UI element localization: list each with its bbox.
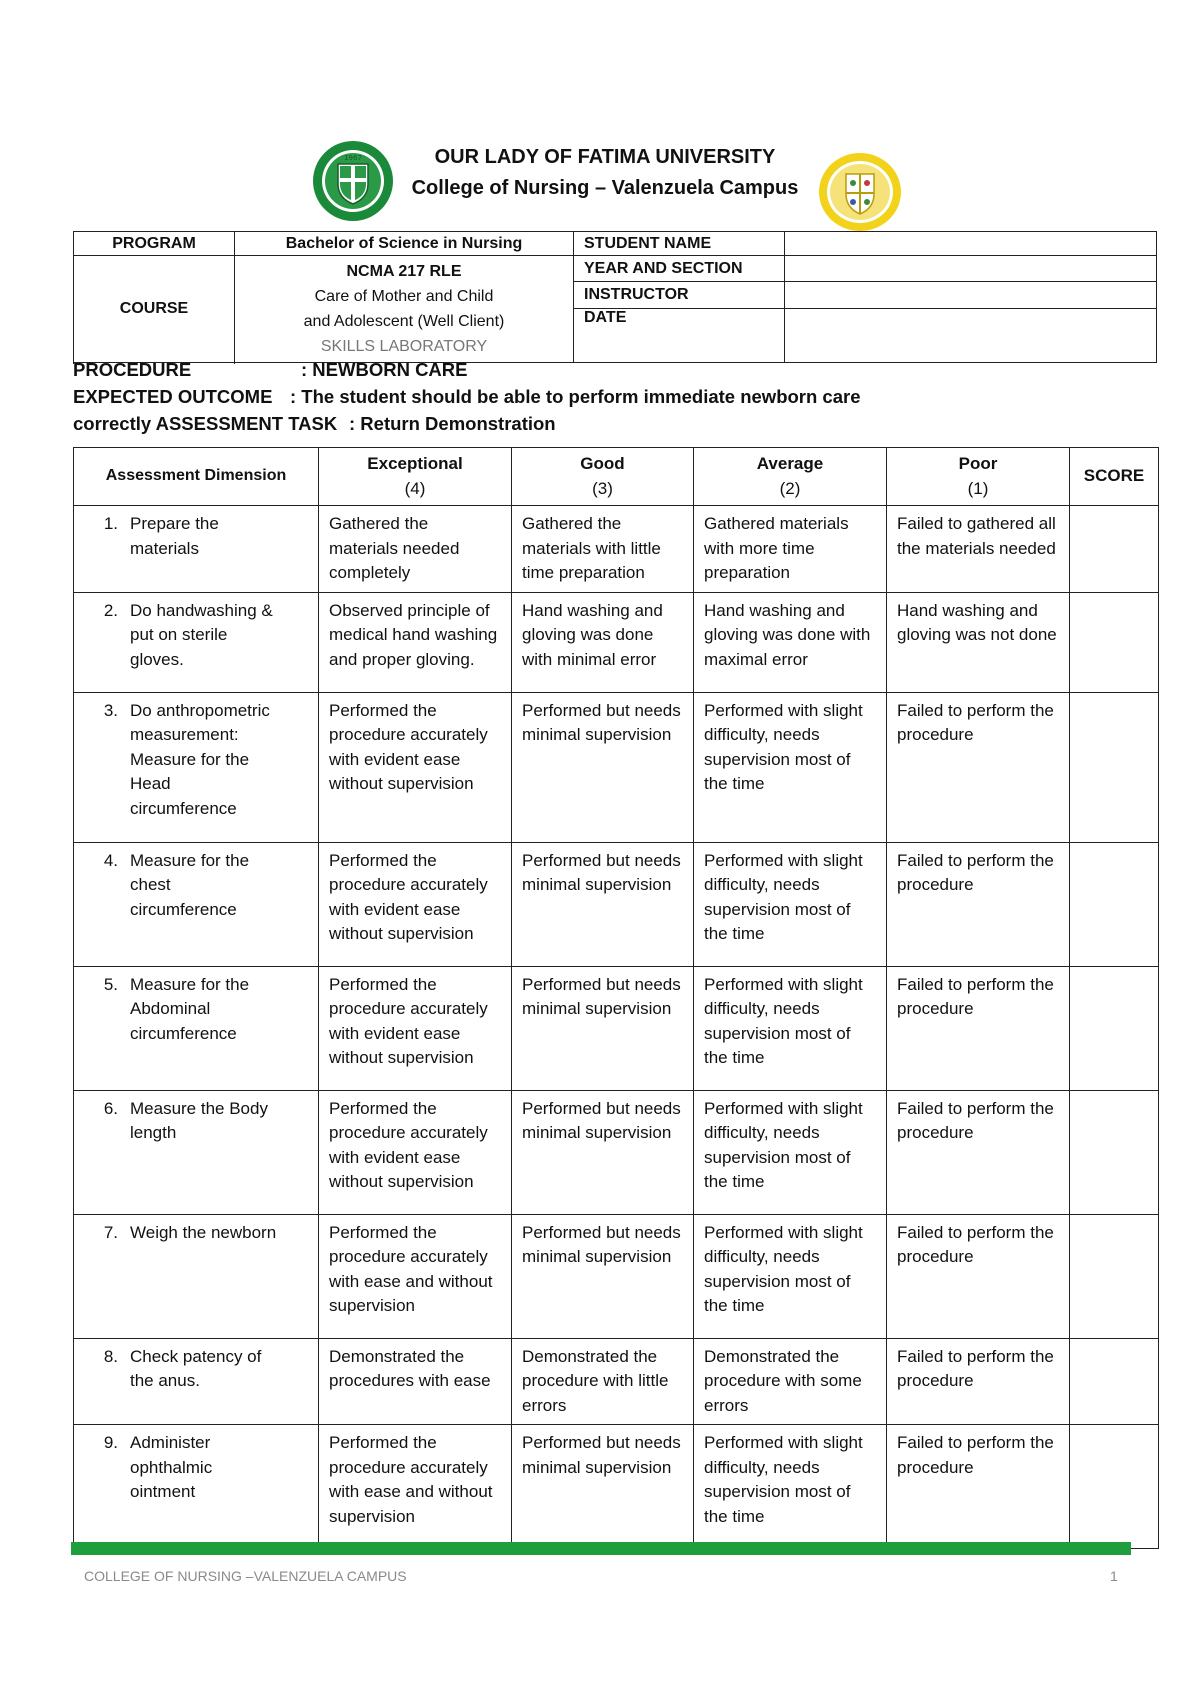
exceptional-cell: Performed the procedure accurately with evident ease without supervision: [319, 842, 512, 966]
poor-cell: Failed to perform the procedure: [887, 966, 1070, 1090]
rubric-row: [74, 1338, 1159, 1425]
course-name-line-2: and Adolescent (Well Client): [303, 313, 505, 330]
header-good: Good (3): [512, 448, 694, 506]
good-cell: Performed but needs minimal supervision: [512, 1214, 694, 1338]
program-label: PROGRAM: [74, 232, 235, 256]
exceptional-cell: Gathered the materials needed completely: [319, 506, 512, 593]
dimension-text: Measure for the Abdominal circumference: [130, 974, 250, 1043]
dimension-text: Weigh the newborn: [130, 1222, 277, 1242]
year-section-label: YEAR AND SECTION: [574, 256, 785, 282]
assessment-task-value: : Return Demonstration: [349, 413, 556, 434]
poor-cell: Failed to gathered all the materials needed: [887, 506, 1070, 593]
expected-outcome-value: : The student should be able to perform immediate newborn care: [290, 386, 861, 407]
footer-text: COLLEGE OF NURSING –VALENZUELA CAMPUS: [84, 1568, 407, 1584]
university-name: OUR LADY OF FATIMA UNIVERSITY: [434, 146, 776, 168]
dimension-text: Measure for the chest circumference: [130, 850, 250, 919]
score-cell[interactable]: [1070, 1214, 1159, 1338]
dimension-text: Prepare the materials: [130, 514, 219, 558]
procedure-value: : NEWBORN CARE: [301, 359, 468, 380]
exceptional-cell: Performed the procedure accurately with evident ease without supervision: [319, 692, 512, 842]
dimension-text: Do anthropometric measurement: Measure for the Head circumference: [130, 700, 270, 818]
assessment-dimension-cell: [74, 592, 319, 692]
date-label: DATE: [574, 308, 785, 362]
exceptional-cell: Demonstrated the procedures with ease: [319, 1338, 512, 1425]
exceptional-cell: Observed principle of medical hand washing and proper gloving.: [319, 592, 512, 692]
dimension-text: Do handwashing & put on sterile gloves.: [130, 600, 273, 669]
rubric-table: [73, 447, 1159, 1549]
assessment-dimension-cell: [74, 842, 319, 966]
average-cell: Hand washing and gloving was done with maximal error: [694, 592, 887, 692]
rubric-header-row: [74, 448, 1159, 506]
course-info-table: [73, 231, 1157, 363]
dimension-number: 3.: [103, 700, 118, 720]
assessment-dimension-cell: [74, 1090, 319, 1214]
score-cell[interactable]: [1070, 966, 1159, 1090]
course-type: SKILLS LABORATORY: [320, 338, 488, 355]
header-average: Average (2): [694, 448, 887, 506]
average-cell: Performed with slight difficulty, needs supervision most of the time: [694, 1425, 887, 1549]
average-cell: Demonstrated the procedure with some errors: [694, 1338, 887, 1425]
header-poor: Poor (1): [887, 448, 1070, 506]
good-cell: Performed but needs minimal supervision: [512, 1425, 694, 1549]
exceptional-cell: Performed the procedure accurately with evident ease without supervision: [319, 1090, 512, 1214]
good-cell: Performed but needs minimal supervision: [512, 692, 694, 842]
date-field[interactable]: [785, 308, 1157, 362]
dimension-number: 6.: [103, 1098, 118, 1118]
good-cell: Performed but needs minimal supervision: [512, 1090, 694, 1214]
score-cell[interactable]: [1070, 842, 1159, 966]
footer-green-bar: [71, 1542, 1131, 1555]
rubric-row: [74, 966, 1159, 1090]
assessment-dimension-cell: [74, 1425, 319, 1549]
score-cell[interactable]: [1070, 1090, 1159, 1214]
dimension-number: 7.: [103, 1222, 118, 1242]
course-details: [235, 256, 574, 363]
dimension-number: 2.: [103, 600, 118, 620]
course-label: COURSE: [74, 256, 235, 363]
dimension-number: 5.: [103, 974, 118, 994]
expected-outcome-line: [73, 383, 1163, 410]
poor-cell: Hand washing and gloving was not done: [887, 592, 1070, 692]
expected-outcome-label: EXPECTED OUTCOME: [73, 386, 273, 407]
dimension-text: Administer ophthalmic ointment: [130, 1433, 213, 1501]
procedure-line: [73, 356, 1163, 383]
rubric-row: [74, 1425, 1159, 1549]
rubric-row: [74, 1214, 1159, 1338]
assessment-dimension-cell: [74, 692, 319, 842]
assessment-dimension-cell: [74, 1338, 319, 1425]
year-section-field[interactable]: [785, 256, 1157, 282]
rubric-row: [74, 506, 1159, 593]
poor-cell: Failed to perform the procedure: [887, 1425, 1070, 1549]
dimension-number: 1.: [103, 514, 118, 533]
assessment-task-line: [73, 410, 1163, 437]
good-cell: Performed but needs minimal supervision: [512, 966, 694, 1090]
assessment-task-label: correctly ASSESSMENT TASK: [73, 413, 338, 434]
college-name: College of Nursing – Valenzuela Campus: [411, 177, 799, 199]
student-name-label: STUDENT NAME: [574, 232, 785, 256]
rubric-row: [74, 842, 1159, 966]
poor-cell: Failed to perform the procedure: [887, 1090, 1070, 1214]
course-code: NCMA 217 RLE: [346, 263, 462, 280]
instructor-field[interactable]: [785, 282, 1157, 308]
university-seal-green-icon: [312, 140, 394, 222]
exceptional-cell: Performed the procedure accurately with ease and without supervision: [319, 1214, 512, 1338]
average-cell: Performed with slight difficulty, needs supervision most of the time: [694, 966, 887, 1090]
college-seal-yellow-icon: [818, 152, 902, 232]
assessment-dimension-cell: [74, 1214, 319, 1338]
document-header: [0, 140, 1200, 240]
dimension-number: 8.: [103, 1346, 118, 1366]
program-value: Bachelor of Science in Nursing: [235, 232, 574, 256]
rubric-row: [74, 592, 1159, 692]
header-assessment-dimension: Assessment Dimension: [74, 448, 319, 506]
score-cell[interactable]: [1070, 592, 1159, 692]
score-cell[interactable]: [1070, 692, 1159, 842]
rubric-row: [74, 692, 1159, 842]
dimension-text: Measure the Body length: [130, 1098, 268, 1142]
average-cell: Performed with slight difficulty, needs supervision most of the time: [694, 1214, 887, 1338]
average-cell: Performed with slight difficulty, needs supervision most of the time: [694, 842, 887, 966]
average-cell: Performed with slight difficulty, needs supervision most of the time: [694, 692, 887, 842]
procedure-section: [73, 356, 1163, 437]
exceptional-cell: Performed the procedure accurately with evident ease without supervision: [319, 966, 512, 1090]
poor-cell: Failed to perform the procedure: [887, 1214, 1070, 1338]
average-cell: Performed with slight difficulty, needs supervision most of the time: [694, 1090, 887, 1214]
svg-text:1967: 1967: [344, 154, 362, 162]
good-cell: Performed but needs minimal supervision: [512, 842, 694, 966]
score-cell[interactable]: [1070, 1338, 1159, 1425]
dimension-text: Check patency of the anus.: [130, 1346, 262, 1390]
rubric-row: [74, 1090, 1159, 1214]
dimension-number: 9.: [103, 1433, 118, 1452]
header-score: SCORE: [1070, 448, 1159, 506]
poor-cell: Failed to perform the procedure: [887, 692, 1070, 842]
average-cell: Gathered materials with more time preparation: [694, 506, 887, 593]
assessment-dimension-cell: [74, 966, 319, 1090]
exceptional-cell: Performed the procedure accurately with ease and without supervision: [319, 1425, 512, 1549]
good-cell: Hand washing and gloving was done with minimal error: [512, 592, 694, 692]
poor-cell: Failed to perform the procedure: [887, 1338, 1070, 1425]
good-cell: Demonstrated the procedure with little errors: [512, 1338, 694, 1425]
course-name-line-1: Care of Mother and Child: [314, 288, 494, 305]
header-exceptional: Exceptional (4): [319, 448, 512, 506]
score-cell[interactable]: [1070, 1425, 1159, 1549]
good-cell: Gathered the materials with little time preparation: [512, 506, 694, 593]
instructor-label: INSTRUCTOR: [574, 282, 785, 308]
dimension-number: 4.: [103, 850, 118, 870]
procedure-label: PROCEDURE: [73, 359, 192, 380]
assessment-dimension-cell: [74, 506, 319, 593]
score-cell[interactable]: [1070, 506, 1159, 593]
poor-cell: Failed to perform the procedure: [887, 842, 1070, 966]
page-number: 1: [1110, 1568, 1118, 1584]
student-name-field[interactable]: [785, 232, 1157, 256]
